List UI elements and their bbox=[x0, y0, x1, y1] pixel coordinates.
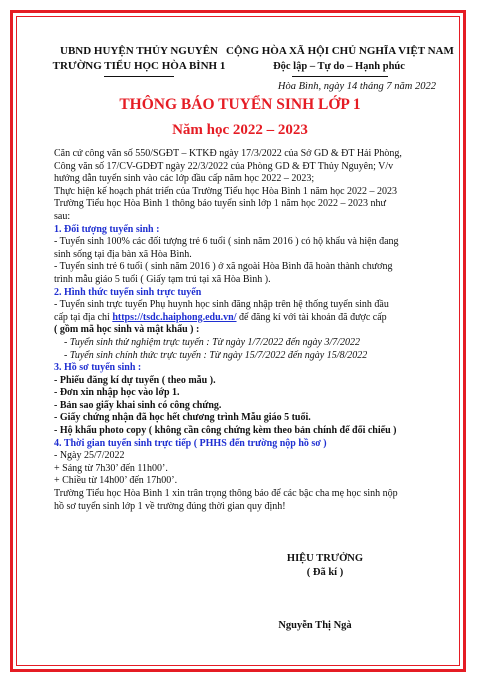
online-line bbox=[54, 312, 454, 325]
document-title: THÔNG BÁO TUYỂN SINH LỚP 1 bbox=[119, 96, 361, 113]
section-heading-schedule: 4. Thời gian tuyển sinh trực tiếp ( PHHS đến trường nộp hồ sơ ) bbox=[54, 437, 327, 449]
signer-role: HIỆU TRƯỞNG bbox=[286, 553, 364, 564]
trial-enrollment-period: - Tuyển sinh thử nghiệm trực tuyến : Từ ngày 1/7/2022 đến ngày 3/7/2022 bbox=[64, 336, 361, 348]
intro-line: Trường Tiểu học Hòa Bình 1 thông báo tuyển sinh lớp 1 năm học 2022 – 2023 như bbox=[54, 198, 386, 210]
eligibility-line: - Tuyển sinh 100% các đối tượng trẻ 6 tuổi ( sinh năm 2016 ) có hộ khẩu và hiện đang bbox=[54, 236, 399, 248]
intro-line: hướng dẫn tuyển sinh vào các lớp đầu cấp năm học 2022 – 2023; bbox=[54, 173, 315, 185]
issuer-block bbox=[44, 44, 234, 74]
national-header bbox=[226, 44, 452, 74]
section-heading-eligibility: 1. Đối tượng tuyển sinh : bbox=[54, 223, 160, 235]
document-item: - Giấy chứng nhận đã học hết chương trình Mẫu giáo 5 tuổi. bbox=[54, 412, 311, 424]
online-line: - Tuyển sinh trực tuyến Phụ huynh học sinh đăng nhập trên hệ thống tuyển sinh đầu bbox=[54, 299, 389, 311]
eligibility-line: trình mẫu giáo 5 tuổi ( Giấy tạm trú tại xã Hòa Bình ). bbox=[54, 273, 271, 285]
official-enrollment-period: - Tuyển sinh chính thức trực tuyến : Từ ngày 15/7/2022 đến ngày 15/8/2022 bbox=[64, 349, 368, 361]
closing-line: hồ sơ tuyển sinh lớp 1 về trường đúng thời gian quy định! bbox=[54, 500, 286, 512]
document-date: Hòa Bình, ngày 14 tháng 7 năm 2022 bbox=[277, 81, 436, 92]
issuer-school: TRƯỜNG TIỂU HỌC HÒA BÌNH 1 bbox=[52, 60, 226, 72]
intro-line: sau: bbox=[54, 210, 71, 222]
section-heading-online: 2. Hình thức tuyển sinh trực tuyến bbox=[54, 286, 202, 298]
eligibility-line: - Tuyển sinh trẻ 6 tuổi ( sinh năm 2016 ) ở xã ngoài Hòa Bình đã hoàn thành chương bbox=[54, 261, 393, 273]
signer-name: Nguyễn Thị Ngà bbox=[278, 620, 352, 631]
intro-line: Căn cứ công văn số 550/SGĐT – KTKĐ ngày 17/3/2022 của Sở GD & ĐT Hải Phòng, bbox=[54, 148, 402, 159]
national-title: CỘNG HÒA XÃ HỘI CHỦ NGHĨA VIỆT NAM bbox=[226, 45, 454, 57]
document-item: - Bản sao giấy khai sinh có công chứng. bbox=[54, 399, 222, 411]
document-body bbox=[54, 148, 454, 513]
document-item: - Đơn xin nhập học vào lớp 1. bbox=[54, 387, 180, 399]
schedule-line: - Ngày 25/7/2022 bbox=[54, 450, 125, 462]
closing-line: Trường Tiểu học Hòa Bình 1 xin trân trọng thông báo để các bậc cha mẹ học sinh nộp bbox=[54, 488, 398, 500]
signature-block bbox=[260, 552, 390, 580]
school-year: Năm học 2022 – 2023 bbox=[172, 122, 308, 138]
intro-line: Thực hiện kế hoạch phát triển của Trường Tiểu học Hòa Bình 1 năm học 2022 – 2023 bbox=[54, 185, 398, 197]
online-credentials-note: ( gồm mã học sinh và mật khẩu ) : bbox=[54, 324, 200, 336]
schedule-line: + Sáng từ 7h30’ đến 11h00’. bbox=[54, 462, 168, 474]
document-item: - Phiếu đăng kí dự tuyển ( theo mẫu ). bbox=[54, 374, 216, 386]
section-heading-documents: 3. Hồ sơ tuyển sinh : bbox=[54, 362, 142, 374]
signed-note: ( Đã kí ) bbox=[306, 567, 344, 578]
issuer-district: UBND HUYỆN THỦY NGUYÊN bbox=[60, 45, 218, 57]
enrollment-portal-link[interactable]: https://tsdc.haiphong.edu.vn/ bbox=[112, 311, 237, 323]
online-line-prefix: cấp tại địa chỉ bbox=[54, 311, 113, 323]
issuer-underline bbox=[104, 76, 174, 77]
motto-underline bbox=[292, 76, 388, 77]
online-line-suffix: để đăng kí với tài khoản đã được cấp bbox=[236, 311, 387, 323]
intro-line: Công văn số 17/CV-GDĐT ngày 22/3/2022 của Phòng GD & ĐT Thủy Nguyên; V/v bbox=[54, 160, 394, 172]
schedule-line: + Chiều từ 14h00’ đến 17h00’. bbox=[54, 475, 178, 487]
document-item: - Hộ khẩu photo copy ( không cần công chứng kèm theo bản chính để đối chiếu ) bbox=[54, 425, 397, 437]
eligibility-line: sinh sống tại địa bàn xã Hòa Bình. bbox=[54, 248, 192, 260]
national-motto: Độc lập – Tự do – Hạnh phúc bbox=[273, 61, 405, 72]
